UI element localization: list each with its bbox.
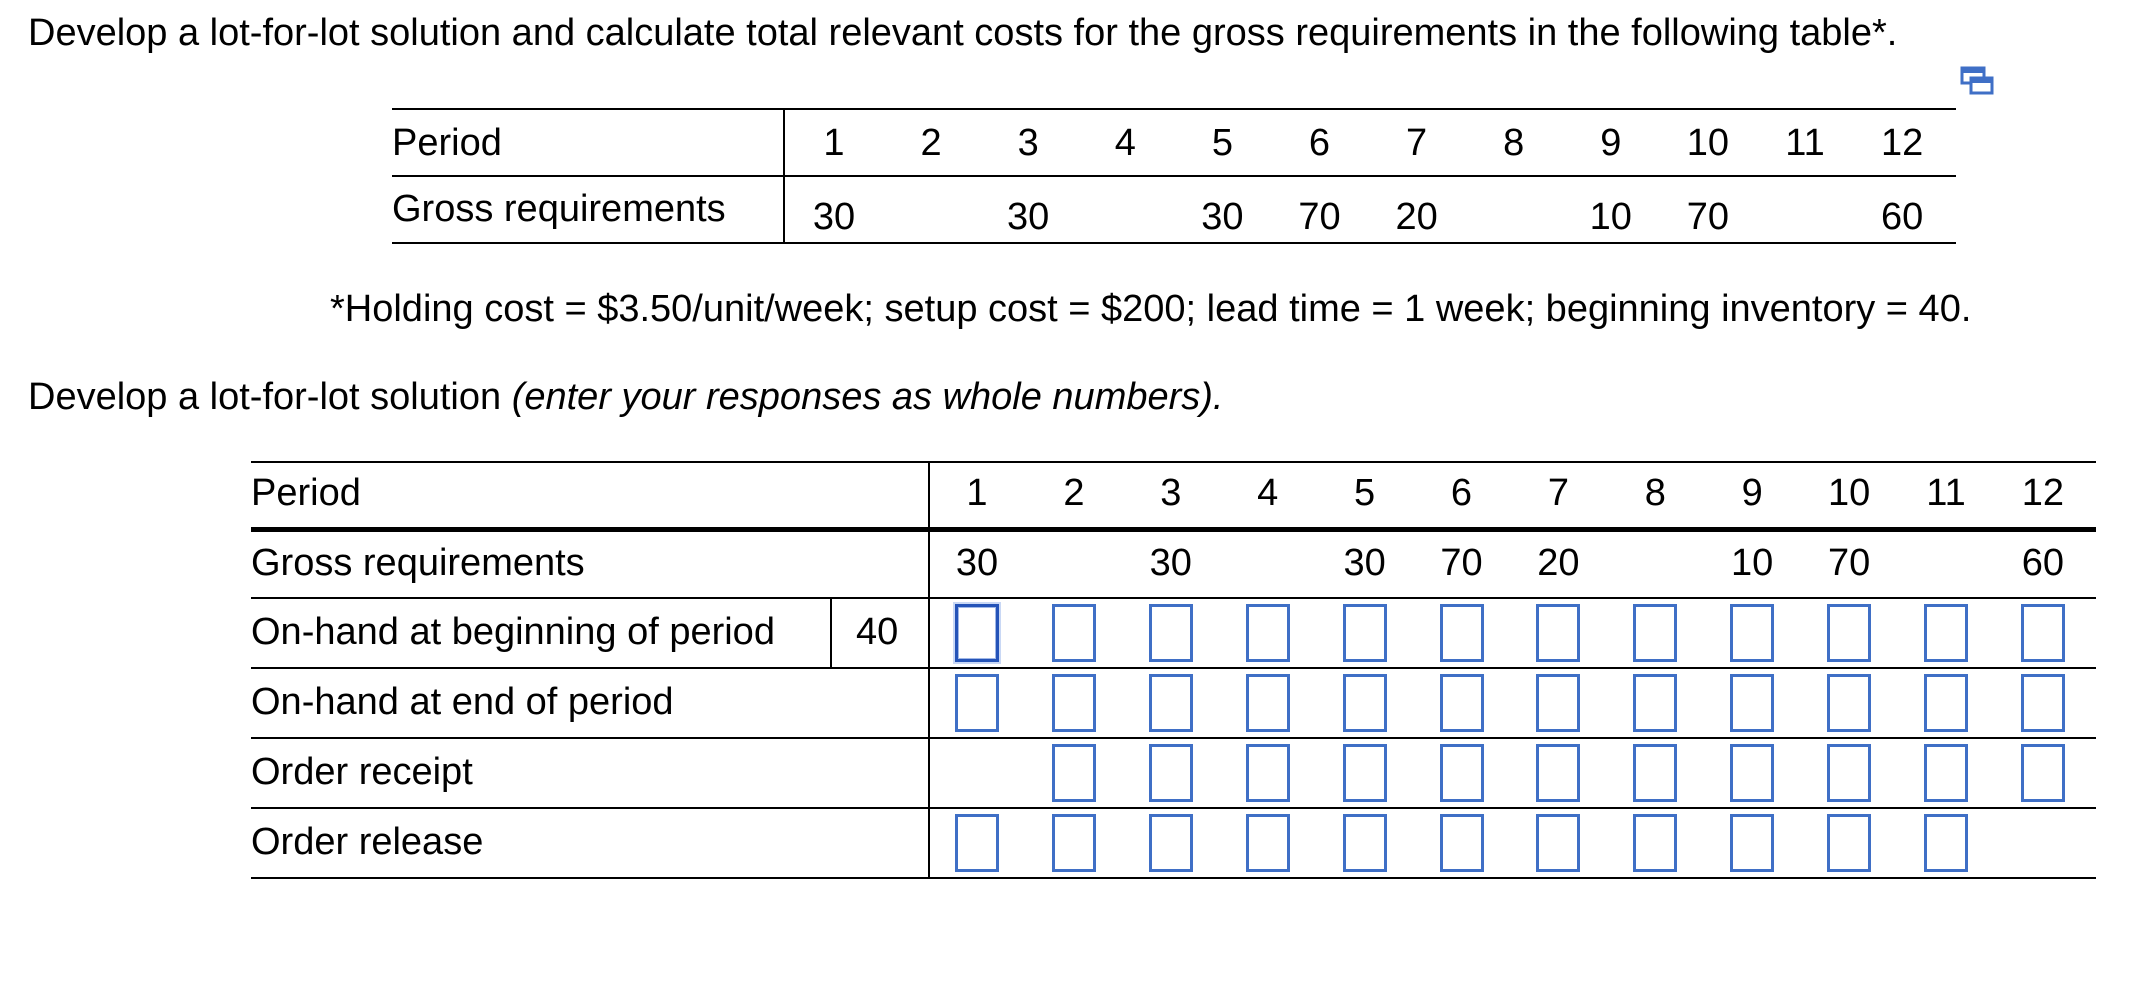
answer-gross-cell: 60 — [2021, 542, 2065, 584]
order-release-input[interactable] — [1633, 814, 1677, 872]
answer-gross-cell: 70 — [1440, 542, 1483, 584]
question-title: Develop a lot-for-lot solution and calculate total relevant costs for the gross requirements in the following table*. — [28, 12, 1898, 54]
given-gross-cell: 60 — [1880, 196, 1924, 238]
order-release-input[interactable] — [955, 814, 999, 872]
given-period-cell: 1 — [823, 122, 845, 164]
given-period-cell: 2 — [920, 122, 942, 164]
given-period-label: Period — [392, 122, 502, 164]
onhand-end-label: On-hand at end of period — [251, 681, 674, 723]
onhand-end-input[interactable] — [1536, 674, 1580, 732]
order-receipt-input[interactable] — [1149, 744, 1193, 802]
order-release-input[interactable] — [1149, 814, 1193, 872]
instruction-heading — [28, 374, 1223, 420]
order-release-input[interactable] — [1827, 814, 1871, 872]
order-release-input[interactable] — [1343, 814, 1387, 872]
onhand-begin-initial: 40 — [856, 611, 899, 653]
order-receipt-input[interactable] — [2021, 744, 2065, 802]
onhand-end-input[interactable] — [1730, 674, 1774, 732]
given-gross-cell: 10 — [1589, 196, 1632, 238]
answer-period-cell: 10 — [1827, 472, 1871, 514]
given-period-cell: 10 — [1686, 122, 1730, 164]
onhand-begin-input[interactable] — [1052, 604, 1096, 662]
given-period-cell: 4 — [1114, 122, 1136, 164]
onhand-end-input[interactable] — [2021, 674, 2065, 732]
given-period-cell: 5 — [1211, 122, 1233, 164]
given-gross-cell: 70 — [1686, 196, 1730, 238]
order-receipt-input[interactable] — [1536, 744, 1580, 802]
answer-period-cell: 1 — [966, 472, 988, 514]
order-release-input[interactable] — [1440, 814, 1484, 872]
answer-period-cell: 6 — [1450, 472, 1473, 514]
onhand-begin-input[interactable] — [2021, 604, 2065, 662]
answer-gross-cell: 20 — [1537, 542, 1580, 584]
footnote: *Holding cost = $3.50/unit/week; setup cost = $200; lead time = 1 week; beginning inventory = 40. — [330, 288, 1972, 330]
given-period-cell: 6 — [1308, 122, 1331, 164]
onhand-end-input[interactable] — [1633, 674, 1677, 732]
onhand-begin-input[interactable] — [1633, 604, 1677, 662]
onhand-end-input[interactable] — [955, 674, 999, 732]
order-receipt-input[interactable] — [1827, 744, 1871, 802]
onhand-begin-input[interactable] — [1246, 604, 1290, 662]
onhand-begin-input[interactable] — [1149, 604, 1193, 662]
answer-period-cell: 4 — [1257, 472, 1279, 514]
given-period-cell: 7 — [1406, 122, 1428, 164]
answer-period-cell: 2 — [1063, 472, 1085, 514]
order-receipt-input[interactable] — [1730, 744, 1774, 802]
answer-gross-cell: 30 — [1343, 542, 1386, 584]
order-receipt-input[interactable] — [1440, 744, 1484, 802]
onhand-begin-input[interactable] — [1924, 604, 1968, 662]
order-release-input[interactable] — [1730, 814, 1774, 872]
popout-window-icon[interactable] — [1960, 66, 1994, 96]
onhand-begin-label: On-hand at beginning of period — [251, 611, 775, 653]
given-gross-cell: 70 — [1298, 196, 1341, 238]
given-gross-label: Gross requirements — [392, 188, 726, 230]
onhand-begin-input[interactable] — [1827, 604, 1871, 662]
given-period-cell: 3 — [1017, 122, 1039, 164]
order-receipt-input[interactable] — [1052, 744, 1096, 802]
answer-period-cell: 9 — [1741, 472, 1763, 514]
onhand-end-input[interactable] — [1827, 674, 1871, 732]
onhand-end-input[interactable] — [1343, 674, 1387, 732]
given-gross-cell: 20 — [1395, 196, 1438, 238]
onhand-begin-input[interactable] — [955, 604, 999, 662]
answer-period-cell: 7 — [1547, 472, 1569, 514]
given-period-cell: 9 — [1600, 122, 1622, 164]
answer-period-cell: 8 — [1644, 472, 1666, 514]
onhand-end-input[interactable] — [1924, 674, 1968, 732]
order-receipt-input[interactable] — [1343, 744, 1387, 802]
answer-gross-cell: 70 — [1827, 542, 1871, 584]
order-receipt-input[interactable] — [1924, 744, 1968, 802]
given-period-cell: 11 — [1785, 122, 1825, 164]
answer-period-cell: 11 — [1926, 472, 1966, 514]
order-receipt-label: Order receipt — [251, 751, 473, 793]
instruction-text: Develop a lot-for-lot solution — [28, 376, 502, 418]
order-receipt-input[interactable] — [1633, 744, 1677, 802]
given-gross-cell: 30 — [1201, 196, 1244, 238]
order-release-input[interactable] — [1924, 814, 1968, 872]
given-gross-cell: 30 — [812, 196, 856, 238]
order-release-label: Order release — [251, 821, 484, 863]
given-gross-cell: 30 — [1007, 196, 1050, 238]
order-receipt-input[interactable] — [1246, 744, 1290, 802]
onhand-begin-input[interactable] — [1730, 604, 1774, 662]
onhand-begin-input[interactable] — [1536, 604, 1580, 662]
onhand-end-input[interactable] — [1149, 674, 1193, 732]
onhand-end-input[interactable] — [1052, 674, 1096, 732]
answer-period-cell: 12 — [2021, 472, 2065, 514]
answer-gross-cell: 30 — [955, 542, 999, 584]
instruction-note: (enter your responses as whole numbers). — [511, 376, 1224, 418]
answer-gross-label: Gross requirements — [251, 542, 585, 584]
answer-period-label: Period — [251, 472, 361, 514]
onhand-begin-input[interactable] — [1440, 604, 1484, 662]
given-period-cell: 8 — [1503, 122, 1525, 164]
order-release-input[interactable] — [1246, 814, 1290, 872]
given-period-cell: 12 — [1880, 122, 1924, 164]
onhand-end-input[interactable] — [1440, 674, 1484, 732]
answer-gross-cell: 10 — [1731, 542, 1774, 584]
answer-period-cell: 5 — [1354, 472, 1376, 514]
onhand-end-input[interactable] — [1246, 674, 1290, 732]
order-release-input[interactable] — [1536, 814, 1580, 872]
order-release-input[interactable] — [1052, 814, 1096, 872]
answer-period-cell: 3 — [1160, 472, 1182, 514]
onhand-begin-input[interactable] — [1343, 604, 1387, 662]
answer-gross-cell: 30 — [1149, 542, 1192, 584]
